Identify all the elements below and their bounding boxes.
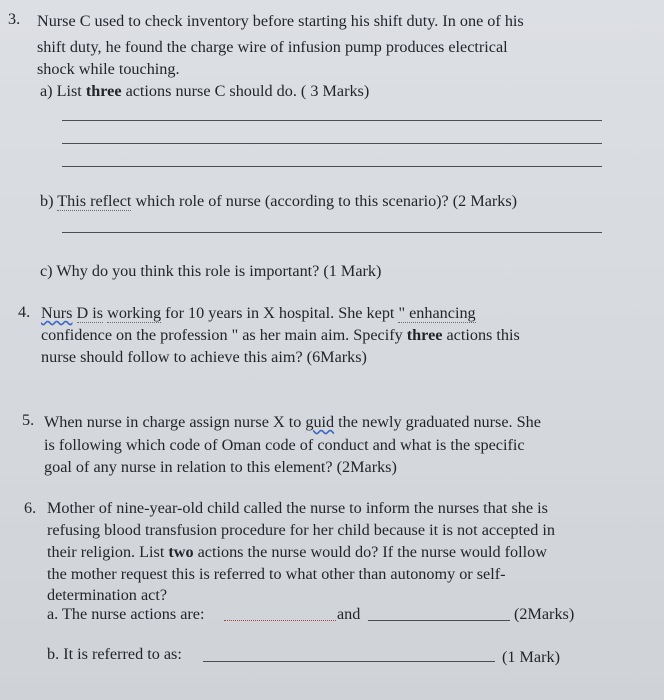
q5-line-2: is following which code of Oman code of conduct and what is the specific (44, 436, 525, 454)
q6-number: 6. (24, 499, 37, 517)
q3a-answer-line-3[interactable] (62, 166, 602, 167)
q4-grammar-flag-1: D is (76, 304, 104, 322)
q6-line-3-pre: their religion. List (47, 543, 165, 561)
q6-line-4: the mother request this is referred to what other than autonomy or self- (47, 565, 506, 583)
q4-grammar-flag-3: " enhancing (398, 304, 476, 322)
q6a-and: and (337, 605, 361, 623)
q5-line-1-c: the newly graduated nurse. She (338, 413, 541, 431)
q5-line-1 (44, 413, 541, 432)
q3b-underlined-phrase: This reflect (57, 192, 132, 210)
q6a-text: The nurse actions are: (62, 605, 205, 623)
q3a-bold: three (85, 82, 122, 100)
q5-misspelled-word: guid (305, 413, 335, 431)
q6a-marks: (2Marks) (514, 605, 575, 623)
q3b-label: b) (40, 192, 54, 210)
q6-line-5: determination act? (47, 586, 167, 604)
q3-line-3: shock while touching. (37, 60, 180, 78)
q4-line-1 (41, 304, 476, 323)
q5-line-1-a: When nurse in charge assign nurse X to (44, 413, 302, 431)
q6b-answer-blank[interactable] (203, 647, 495, 662)
q4-misspelled-word: Nurs (41, 304, 73, 322)
q6a-label: a. (47, 605, 59, 623)
q5-number: 5. (22, 411, 35, 429)
q4-line-2-end: actions this (446, 326, 520, 344)
q6-line-3-post: actions the nurse would do? If the nurse would follow (197, 543, 547, 561)
q3-number: 3. (8, 10, 21, 28)
q4-line-2-text: confidence on the profession " as her main aim. Specify (41, 326, 403, 344)
q6-line-3 (47, 543, 547, 562)
q3-line-1: Nurse C used to check inventory before starting his shift duty. In one of his (37, 12, 524, 30)
q6b-prompt (47, 645, 182, 664)
q3a-pre: List (56, 82, 82, 100)
q6-line-3-bold: two (168, 543, 194, 561)
q3b-text: which role of nurse (according to this scenario)? (2 Marks) (135, 192, 518, 210)
q3-line-2: shift duty, he found the charge wire of infusion pump produces electrical (37, 38, 508, 56)
q3a-post: actions nurse C should do. ( 3 Marks) (125, 82, 370, 100)
q3a-label: a) (40, 82, 53, 100)
q4-line-3: nurse should follow to achieve this aim? (6Marks) (41, 348, 367, 366)
q6-line-1: Mother of nine-year-old child called the nurse to inform the nurses that she is (47, 499, 548, 517)
q4-line-1-text: for 10 years in X hospital. She kept (165, 304, 395, 322)
q4-line-2-bold: three (406, 326, 443, 344)
q4-grammar-flag-2: working (107, 304, 162, 322)
q3c-prompt (40, 262, 381, 281)
q3c-text: Why do you think this role is important? (1 Mark) (56, 262, 382, 280)
q6b-marks: (1 Mark) (502, 648, 560, 666)
q3a-prompt (40, 82, 369, 101)
q6b-text: It is referred to as: (63, 645, 182, 663)
q3b-prompt (40, 192, 517, 211)
q6a-answer-blank-2[interactable] (368, 606, 510, 621)
q5-line-3: goal of any nurse in relation to this element? (2Marks) (44, 458, 397, 476)
q3a-answer-line-1[interactable] (62, 120, 602, 121)
q6a-prompt (47, 605, 204, 624)
q3a-answer-line-2[interactable] (62, 143, 602, 144)
q6a-answer-blank-1[interactable] (224, 606, 336, 621)
q6-line-2: refusing blood transfusion procedure for her child because it is not accepted in (47, 521, 555, 539)
q4-number: 4. (18, 303, 31, 321)
q3b-answer-line[interactable] (62, 232, 602, 233)
q3c-label: c) (40, 262, 53, 280)
q4-line-2 (41, 326, 520, 345)
q6b-label: b. (47, 645, 60, 663)
